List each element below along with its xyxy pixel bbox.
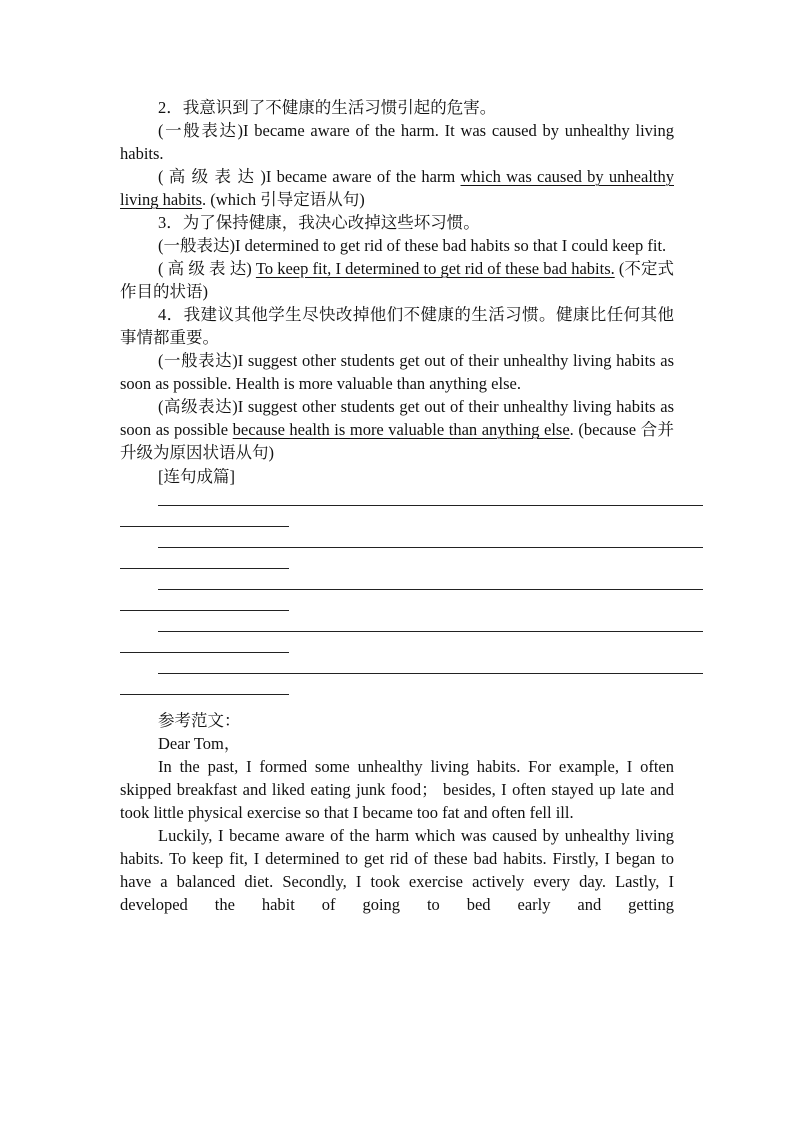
item-4-advanced [120,395,674,464]
item-2-advanced-prefix: ( 高 级 表 达 )I became aware of the harm [158,167,456,186]
section-title: [连句成篇] [158,467,235,486]
item-2-chinese: 2．我意识到了不健康的生活习惯引起的危害。 [158,98,497,117]
sample-greeting: Dear Tom， [158,734,241,753]
sample-paragraph-2: Luckily, I became aware of the harm which was caused by unhealthy living habits. To keep fit, I determined to get rid of these bad habits. Firstly, I began to have a balanced diet. Secondly, I took exercise actively every day. Lastly, I developed the habit of going to bed early and getting [120,826,674,914]
item-3-advanced-note: (不定式作目的状语) [120,259,674,301]
writing-line[interactable] [120,490,674,532]
item-3-general: (一般表达)I determined to get rid of these bad habits so that I could keep fit. [158,236,667,255]
writing-line[interactable] [120,574,674,616]
document-page [120,96,674,916]
item-2-advanced-answer: which was caused by unhealthy living habits [120,167,674,209]
item-3-advanced-answer: To keep fit, I determined to get rid of these bad habits. [255,259,615,278]
item-3-advanced [120,257,674,303]
item-4-general: (一般表达)I suggest other students get out of their unhealthy living habits as soon as possible. Health is more valuable than anything else. [120,351,674,393]
item-4-chinese: 4．我建议其他学生尽快改掉他们不健康的生活习惯。健康比任何其他事情都重要。 [120,305,674,347]
item-3-chinese: 3．为了保持健康，我决心改掉这些坏习惯。 [158,213,480,232]
item-4-advanced-prefix: (高级表达)I suggest other students get out of their unhealthy living habits as soon as possible [120,397,674,439]
item-2-advanced-note: . (which 引导定语从句) [202,190,365,209]
item-4-advanced-note: . (because 合并升级为原因状语从句) [120,420,675,462]
sample-essay [120,709,674,916]
sample-paragraph-1: In the past, I formed some unhealthy living habits. For example, I often skipped breakfast and liked eating junk food； besides, I often stayed up late and took little physical exercise so that I became too fat and often fell ill. [120,757,674,822]
writing-area [120,490,674,705]
item-2-advanced [120,165,674,211]
writing-line[interactable] [120,532,674,574]
writing-line[interactable] [120,658,674,700]
item-2-general: (一般表达)I became aware of the harm. It was caused by unhealthy living habits. [120,121,674,163]
sample-label: 参考范文： [158,711,241,730]
item-3-advanced-prefix: ( 高 级 表 达) [158,259,252,278]
item-4-advanced-answer: because health is more valuable than anything else [232,420,570,439]
writing-line[interactable] [120,616,674,658]
